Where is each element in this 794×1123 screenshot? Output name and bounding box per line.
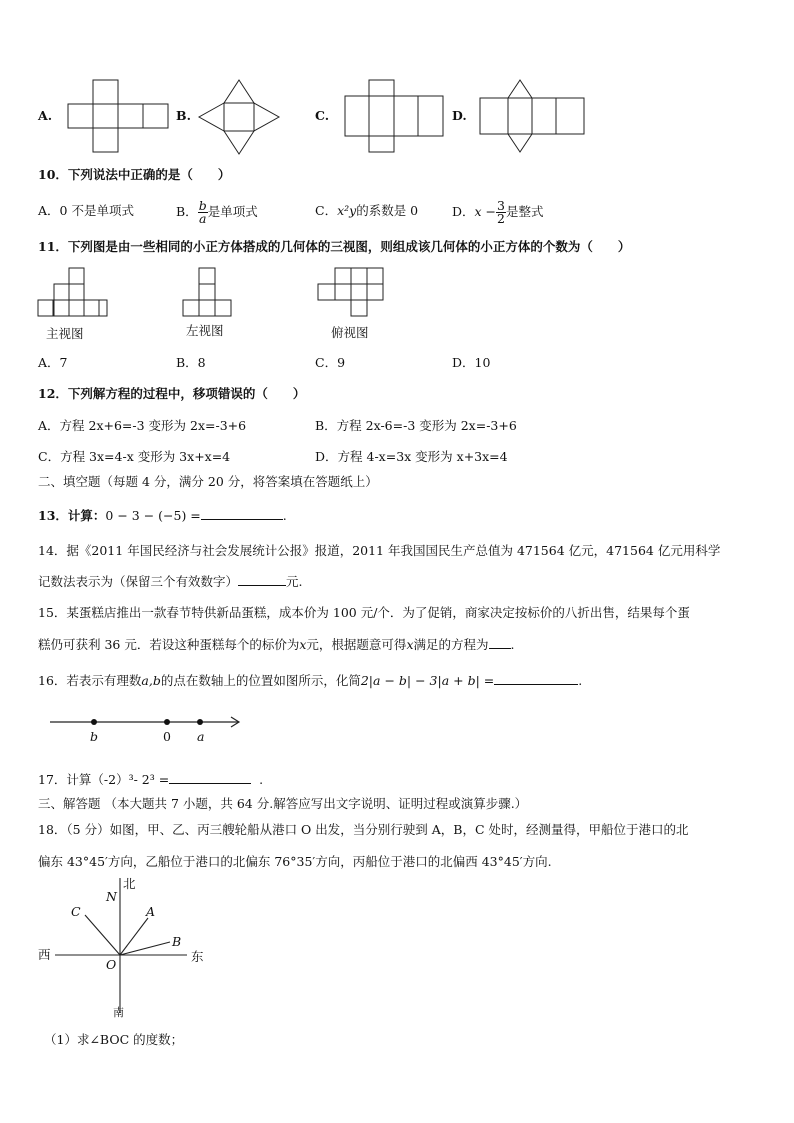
q9-option-d-label[interactable]: D.	[452, 108, 467, 123]
q12-stem: 12．下列解方程的过程中，移项错误的（ ）	[38, 386, 306, 401]
q15-answer-blank[interactable]	[489, 636, 511, 649]
number-line-label-a: a	[197, 729, 205, 744]
section-3-heading: 三、解答题 （本大题共 7 小题，共 64 分.解答应写出文字说明、证明过程或演算步骤.）	[38, 796, 528, 811]
q16-expr: 2|a − b| − 3|a + b| =	[360, 673, 495, 688]
point-c-label: C	[71, 904, 81, 919]
q12-option-b[interactable]: B．方程 2x-6=-3 变形为 2x=-3+6	[315, 418, 517, 433]
q9-option-c-label[interactable]: C.	[315, 108, 330, 123]
ray-ob	[120, 942, 170, 955]
q9-net-b	[199, 80, 279, 154]
point-b-label: B	[172, 934, 182, 949]
point-zero	[164, 719, 170, 725]
q9-net-a	[68, 80, 168, 152]
q11-left-view-label: 左视图	[186, 323, 224, 338]
q18-sub-1: （1）求∠BOC 的度数；	[44, 1032, 184, 1047]
q10-c-expr: x²y	[337, 203, 357, 218]
compass-west: 西	[38, 947, 51, 962]
q11-top-view	[318, 268, 384, 318]
q11-left-view	[183, 268, 231, 318]
q10-option-d[interactable]: D．x − $\frac{3}{2}$ 是整式	[452, 198, 544, 226]
number-line	[50, 714, 242, 744]
number-line-label-0: 0	[163, 729, 171, 744]
q13-expr: 0 − 3 − (−5) =	[105, 508, 201, 523]
q14-line-1: 14．据《2011 年国民经济与社会发展统计公报》报道，2011 年我国国民生产总值为 471564 亿元，471564 亿元用科学	[38, 543, 721, 558]
point-a	[197, 719, 203, 725]
q12-option-a[interactable]: A．方程 2x+6=-3 变形为 2x=-3+6	[38, 418, 247, 433]
q18-line-1: 18．（5 分）如图，甲、乙、丙三艘轮船从港口 O 出发，当分别行驶到 A，B，C 处时，经测量得，甲船位于港口的北	[38, 822, 689, 837]
q10-option-b-tail: 是单项式	[207, 204, 258, 219]
q15-line-1: 15．某蛋糕店推出一款春节特供新品蛋糕，成本价为 100 元/个．为了促销，商家决定按标价的八折出售，结果每个蛋	[38, 605, 690, 620]
point-a-label: A	[146, 904, 156, 919]
compass-north: 北	[123, 876, 136, 891]
q12-option-d[interactable]: D．方程 4-x=3x 变形为 x+3x=4	[315, 449, 508, 464]
point-b	[91, 719, 97, 725]
q14-answer-blank[interactable]	[238, 573, 286, 586]
q10-option-a[interactable]: A．0 不是单项式	[38, 203, 134, 218]
compass-n: N	[106, 889, 117, 904]
q11-option-a[interactable]: A．7	[38, 355, 68, 370]
q10-option-b[interactable]	[176, 200, 258, 225]
compass-south: 南	[113, 1006, 124, 1019]
q9-net-c	[345, 80, 443, 152]
q18-line-2: 偏东 43°45′方向，乙船位于港口的北偏东 76°35′方向，丙船位于港口的北偏西 43°45′方向.	[38, 854, 552, 869]
number-line-label-b: b	[90, 729, 99, 744]
q13-label: 13．计算：	[38, 508, 106, 523]
section-2-heading: 二、填空题（每题 4 分，满分 20 分，将答案填在答题纸上）	[38, 474, 378, 489]
q16: 16．若表示有理数a,b的点在数轴上的位置如图所示，化简2|a − b| − 3|a + b| = .	[38, 673, 583, 688]
q9-option-a-label[interactable]: A.	[38, 108, 53, 123]
q10-option-c[interactable]: C．x²y的系数是 0	[315, 203, 419, 218]
q11-option-d[interactable]: D．10	[452, 355, 491, 370]
q10-d-fraction: $\frac{3}{2}$	[497, 198, 505, 226]
q9-option-b-label[interactable]: B.	[176, 108, 191, 123]
q10-stem: 10．下列说法中正确的是（ ）	[38, 167, 231, 182]
q15-line-2: 糕仍可获利 36 元．若设这种蛋糕每个的标价为x元，根据题意可得x满足的方程为 .	[38, 637, 515, 652]
q14-line-2: 记数法表示为（保留三个有效数字） 元.	[38, 574, 303, 589]
q11-option-b[interactable]: B．8	[176, 355, 206, 370]
q12-option-c[interactable]: C．方程 3x=4-x 变形为 3x+x=4	[38, 449, 231, 464]
ray-oc	[85, 915, 120, 955]
q11-stem: 11．下列图是由一些相同的小正方体搭成的几何体的三视图，则组成该几何体的小正方体的个数为（ ）	[38, 239, 631, 254]
q13: 13．计算：0 − 3 − (−5) = .	[38, 508, 287, 523]
compass-east: 东	[191, 949, 204, 964]
ray-oa	[120, 918, 148, 955]
q17: 17．计算（-2）³- 2³ = .	[38, 772, 264, 787]
q11-front-view-label: 主视图	[46, 326, 84, 341]
q17-answer-blank[interactable]	[169, 771, 251, 784]
q13-answer-blank[interactable]	[201, 507, 283, 520]
q10-b-fraction: $\frac{b}{a}$	[198, 198, 207, 226]
point-o-label: O	[106, 957, 117, 972]
q10-d-expr: x −	[474, 204, 497, 219]
q10-option-b-label: B．	[176, 204, 198, 219]
q9-net-d	[480, 80, 584, 152]
q16-answer-blank[interactable]	[494, 672, 578, 685]
q11-top-view-label: 俯视图	[331, 325, 369, 340]
q11-option-c[interactable]: C．9	[315, 355, 346, 370]
q11-front-view	[38, 268, 108, 318]
